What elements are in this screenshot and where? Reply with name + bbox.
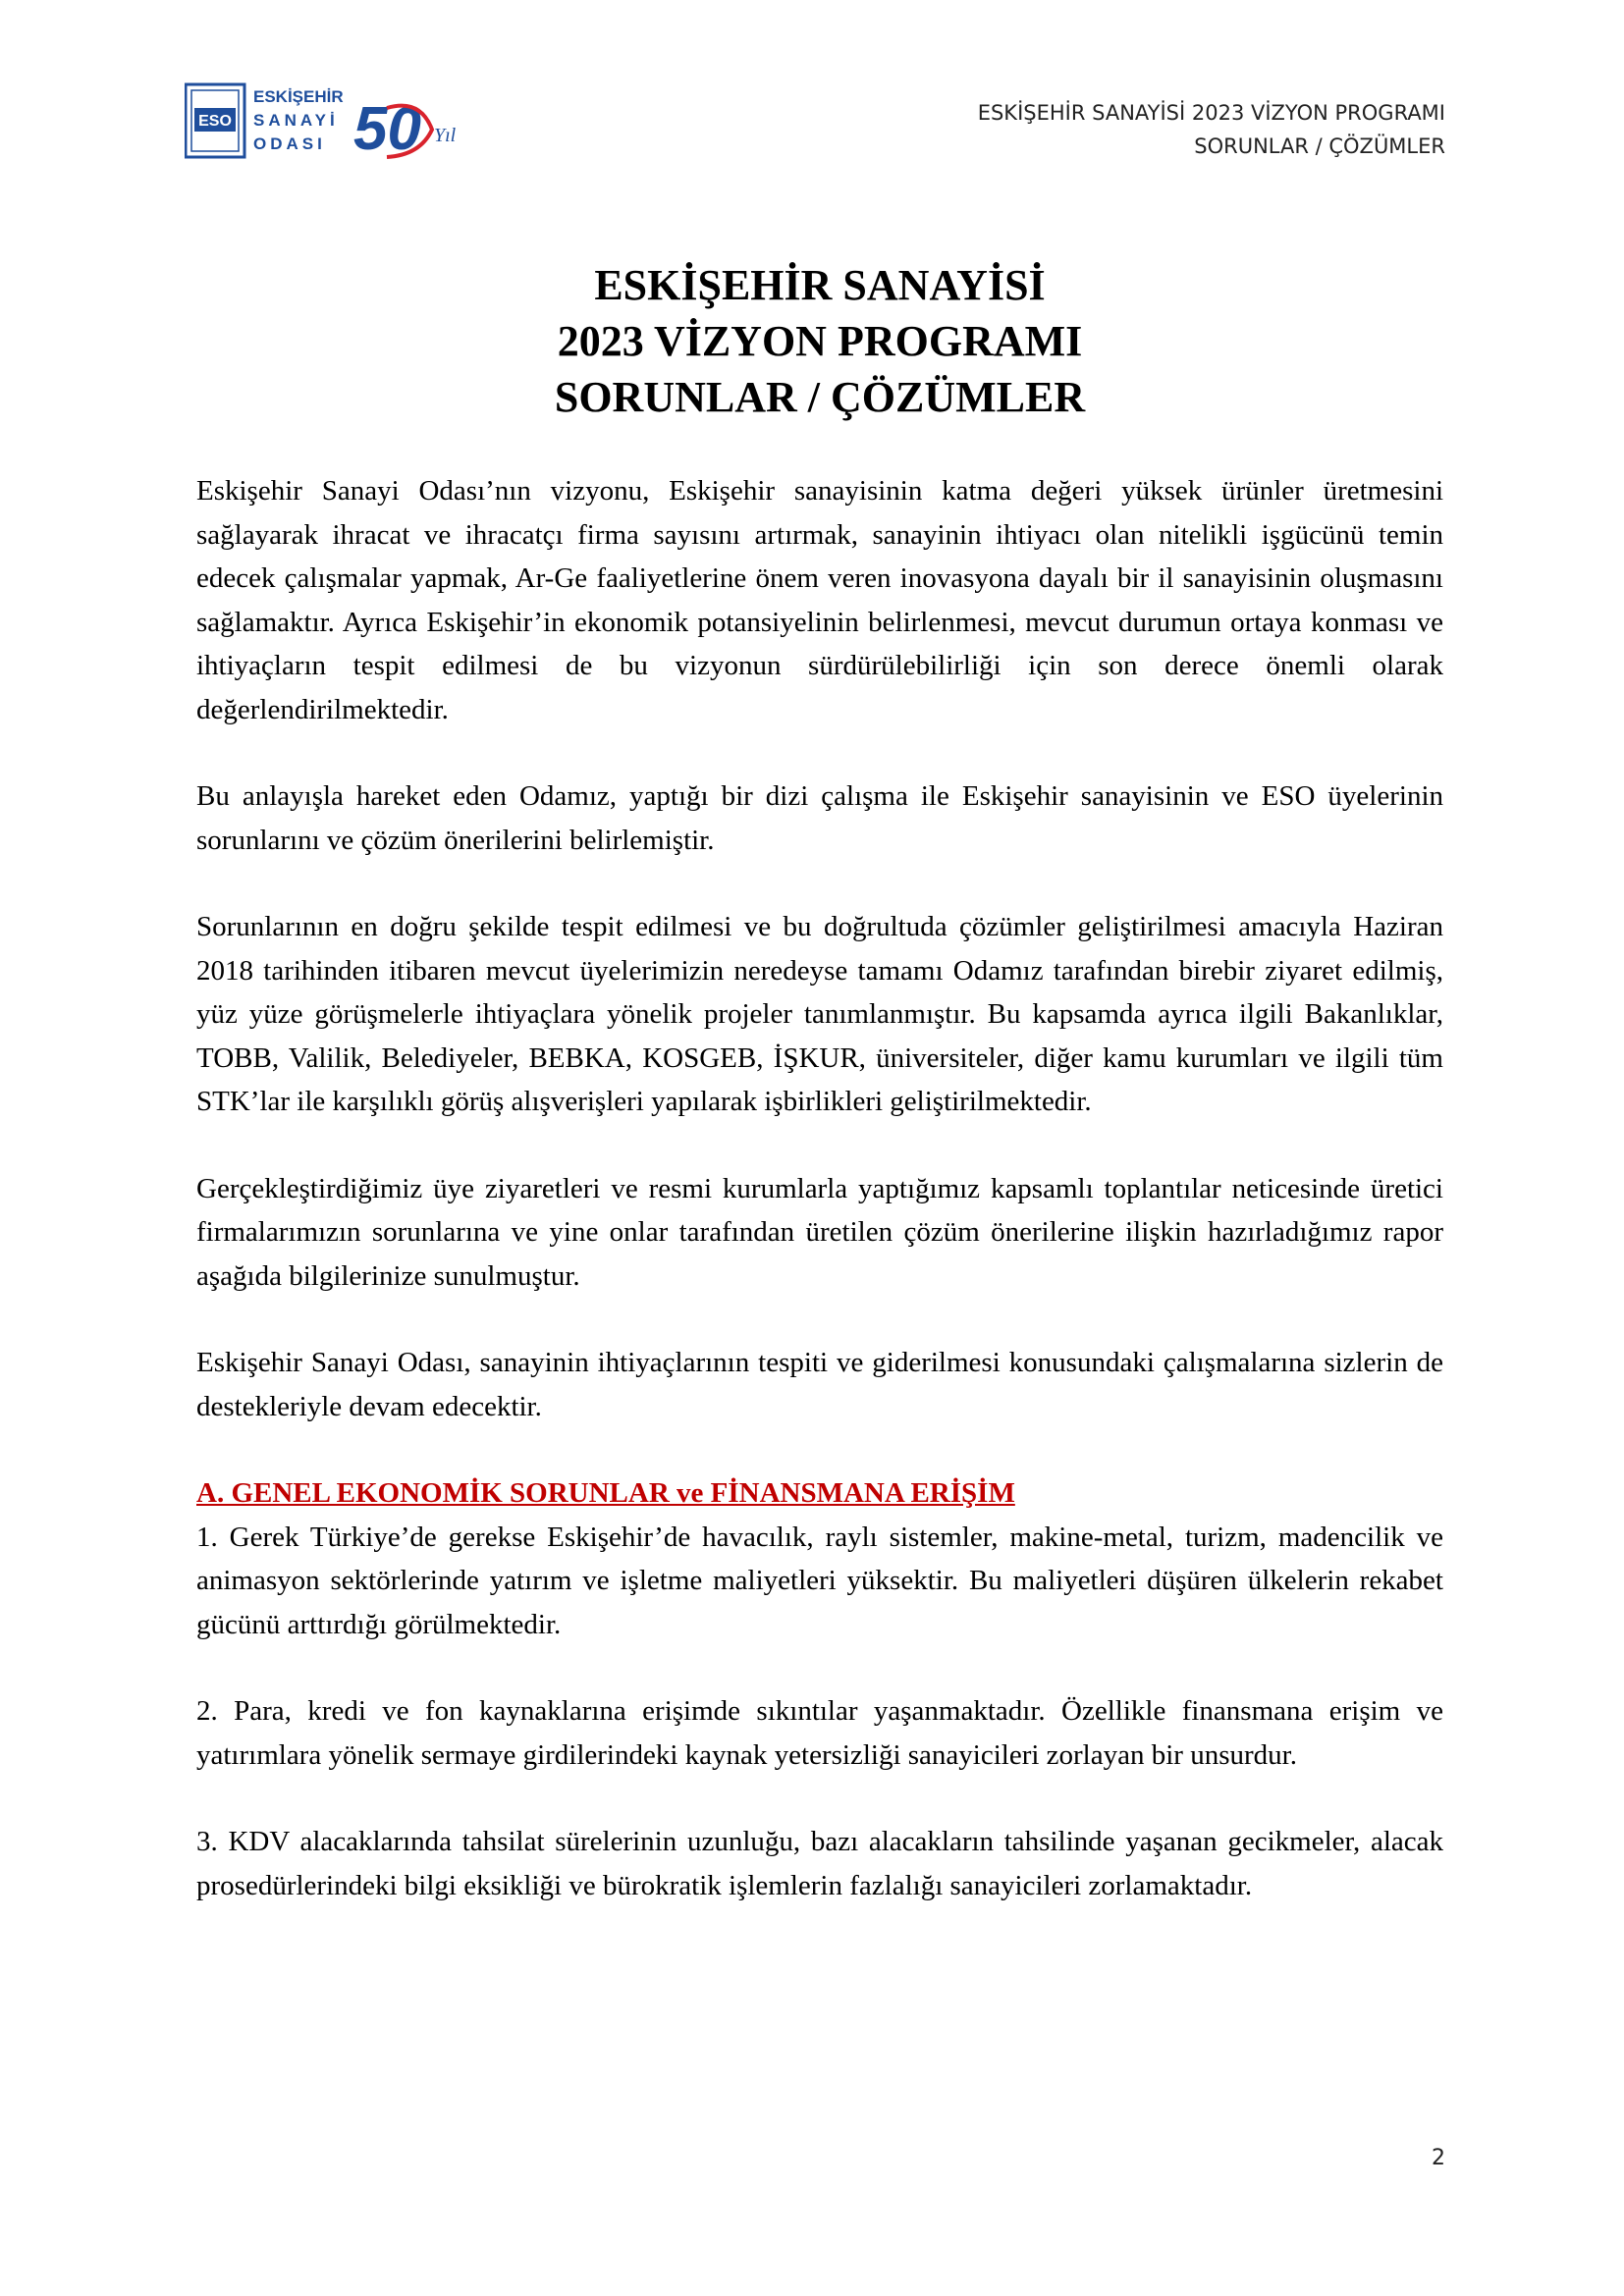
logo-anniversary-word: Yıl — [434, 125, 457, 146]
intro-paragraph-3: Sorunlarının en doğru şekilde tespit edilmesi ve bu doğrultuda çözümler geliştirilmesi amacıyla Haziran 2018 tarihinden itibaren mevcut üyelerimizin neredeyse tamamı Odamız tarafından birebir ziyaret edilmiş, yüz yüze görüşmelerle ihtiyaçlara yönelik projeler tanımlanmıştır. Bu kapsamda ayrıca ilgili Bakanlıklar, TOBB, Valilik, Belediyeler, BEBKA, KOSGEB, İŞKUR, üniversiteler, diğer kamu kurumları ve ilgili tüm STK’lar ile karşılıklı görüş alışverişleri yapılarak işbirlikleri geliştirilmektedir. — [196, 911, 1443, 1117]
logo-line-3: ODASI — [253, 134, 326, 153]
running-header-line-1: ESKİŞEHİR SANAYİSİ 2023 VİZYON PROGRAMI — [977, 101, 1445, 125]
running-header-line-2: SORUNLAR / ÇÖZÜMLER — [1194, 134, 1445, 158]
intro-paragraph-5: Eskişehir Sanayi Odası, sanayinin ihtiyaçlarının tespiti ve giderilmesi konusundaki çalışmalarına sizlerin de destekleriyle devam edecektir. — [196, 1347, 1443, 1422]
logo-badge-text: ESO — [198, 113, 232, 130]
page-number: 2 — [1432, 2146, 1445, 2170]
intro-paragraph-4: Gerçekleştirdiğimiz üye ziyaretleri ve resmi kurumlarla yaptığımız kapsamlı toplantılar neticesinde üretici firmalarımızın sorunlarına ve yine onlar tarafından üretilen çözüm önerilerine ilişkin hazırladığımız rapor aşağıda bilgilerinize sunulmuştur. — [196, 1172, 1443, 1292]
intro-paragraph-2: Bu anlayışla hareket eden Odamız, yaptığı bir dizi çalışma ile Eskişehir sanayisinin ve ESO üyelerinin sorunlarını ve çözüm önerilerini belirlemiştir. — [196, 780, 1443, 856]
title-line-1: ESKİŞEHİR SANAYİSİ — [594, 261, 1046, 309]
document-title — [196, 257, 1443, 425]
logo-line-1: ESKİŞEHİR — [253, 87, 344, 106]
running-header — [978, 96, 1445, 163]
title-line-2: 2023 VİZYON PROGRAMI — [557, 317, 1083, 365]
section-item-2: 2. Para, kredi ve fon kaynaklarına erişimde sıkıntılar yaşanmaktadır. Özellikle finansmana erişim ve yatırımlara yönelik sermaye girdilerindeki kaynak yetersizliği sanayicileri zorlayan bir unsurdur. — [196, 1695, 1443, 1771]
section-item-1: 1. Gerek Türkiye’de gerekse Eskişehir’de havacılık, raylı sistemler, makine-metal, turizm, madencilik ve animasyon sektörlerinde yatırım ve işletme maliyetleri yüksektir. Bu maliyetleri düşüren ülkelerin rekabet gücünü arttırdığı görülmektedir. — [196, 1521, 1443, 1640]
logo-anniversary-number: 50 — [353, 95, 421, 163]
title-line-3: SORUNLAR / ÇÖZÜMLER — [554, 373, 1086, 421]
section-item-3: 3. KDV alacaklarında tahsilat sürelerinin uzunluğu, bazı alacakların tahsilinde yaşanan gecikmeler, alacak prosedürlerindeki bilgi eksikliği ve bürokratik işlemlerin fazlalığı sanayicileri zorlamaktadır. — [196, 1826, 1443, 1901]
intro-paragraph-1: Eskişehir Sanayi Odası’nın vizyonu, Eskişehir sanayisinin katma değeri yüksek ürünler üretmesini sağlayarak ihracat ve ihracatçı firma sayısını artırmak, sanayinin ihtiyacı olan nitelikli işgücünü temin edecek çalışmalar yapmak, Ar-Ge faaliyetlerine önem veren inovasyona dayalı bir il sanayisinin oluşmasını sağlamaktır. Ayrıca Eskişehir’in ekonomik potansiyelinin belirlenmesi, mevcut durumun ortaya konması ve ihtiyaçların tespit edilmesi de bu vizyonun sürdürülebilirliği için son derece önemli olarak değerlendirilmektedir. — [196, 475, 1443, 725]
body-content — [196, 469, 1443, 1907]
section-heading: A. GENEL EKONOMİK SORUNLAR ve FİNANSMANA ERİŞİM — [196, 1477, 1015, 1509]
logo-line-2: SANAYİ — [253, 111, 339, 130]
eso-logo — [185, 79, 469, 167]
